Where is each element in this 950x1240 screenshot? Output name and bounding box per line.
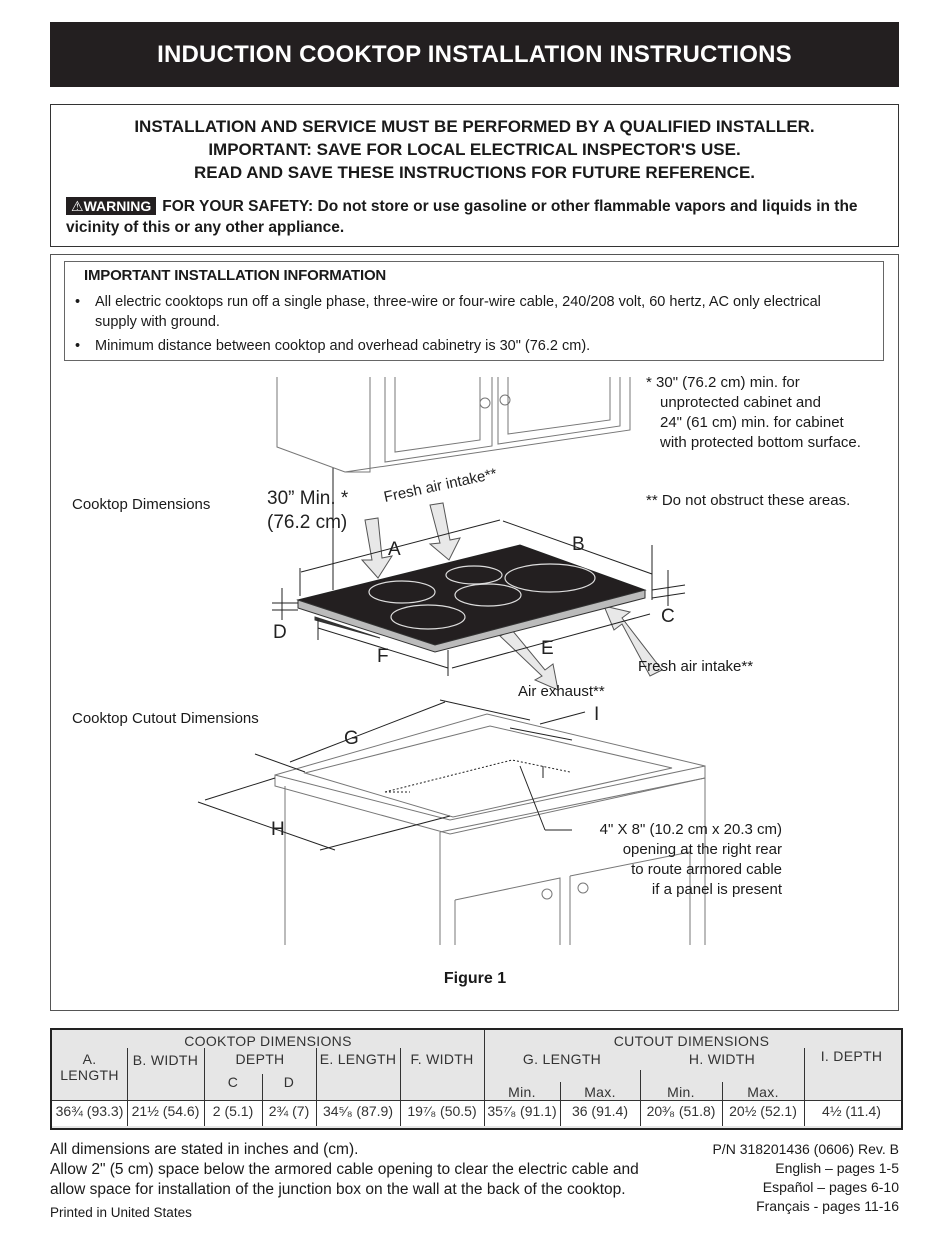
dimension-h-label: H xyxy=(271,819,285,840)
overhead-cabinet-drawing xyxy=(277,377,630,472)
star-note-line: unprotected cabinet and xyxy=(660,394,821,411)
dimension-b-label: B xyxy=(572,534,585,555)
dimension-i-label: I xyxy=(594,704,600,725)
clearance-label-inches: 30” Min. * xyxy=(267,488,349,509)
language-french-pages: Français - pages 11-16 xyxy=(756,1198,899,1214)
footer-clearance-note: Allow 2" (5 cm) space below the armored cable opening to clear the electric cable and allow space for installation of the junction box on the wall at the back of the cooktop. xyxy=(50,1161,639,1198)
value-i: 4½ (11.4) xyxy=(822,1103,881,1119)
dimension-c-label: C xyxy=(661,606,675,627)
clearance-label-cm: (76.2 cm) xyxy=(267,512,348,533)
dimension-f-label: F xyxy=(377,646,389,667)
column-header-g-min: Min. xyxy=(508,1084,536,1100)
dimension-g-label: G xyxy=(344,728,359,749)
column-header-f: F. WIDTH xyxy=(410,1051,474,1067)
dimension-i-line xyxy=(540,712,585,724)
column-header-a: A. LENGTH xyxy=(60,1051,119,1083)
info-heading: IMPORTANT INSTALLATION INFORMATION xyxy=(84,267,387,284)
cable-opening-note-line: opening at the right rear xyxy=(622,841,782,858)
safety-line-installer: INSTALLATION AND SERVICE MUST BE PERFORMED BY A QUALIFIED INSTALLER. xyxy=(134,117,815,136)
warning-badge-label: WARNING xyxy=(83,198,152,214)
column-header-g: G. LENGTH xyxy=(522,1051,602,1067)
value-b: 21½ (54.6) xyxy=(131,1103,200,1119)
column-header-e: E. LENGTH xyxy=(319,1051,397,1067)
value-a: 36¾ (93.3) xyxy=(55,1103,124,1119)
cable-opening-note-line: if a panel is present xyxy=(651,881,782,898)
opening-leader-line xyxy=(520,766,545,830)
footer-units-note: All dimensions are stated in inches and (cm). xyxy=(50,1141,359,1158)
column-header-b: B. WIDTH xyxy=(132,1052,199,1068)
fresh-air-intake-top-label: Fresh air intake** xyxy=(382,465,499,506)
value-f: 19⁷⁄₈ (50.5) xyxy=(407,1103,477,1119)
column-header-d: D xyxy=(283,1074,295,1090)
value-g-max: 36 (91.4) xyxy=(571,1103,629,1119)
column-header-g-max: Max. xyxy=(584,1084,616,1100)
footer-notes xyxy=(50,1140,670,1200)
safety-line-save: READ AND SAVE THESE INSTRUCTIONS FOR FUTURE REFERENCE. xyxy=(193,163,756,182)
cooktop-drawing xyxy=(298,545,645,652)
bullet-dot-icon: • xyxy=(75,338,81,354)
air-exhaust-label: Air exhaust** xyxy=(518,683,605,700)
cutout-dimensions-label: Cooktop Cutout Dimensions xyxy=(72,710,259,727)
dimension-d-label: D xyxy=(273,622,287,643)
value-h-min: 20³⁄₈ (51.8) xyxy=(646,1103,716,1119)
value-c: 2 (5.1) xyxy=(212,1103,254,1119)
cable-opening-note-line: to route armored cable xyxy=(631,861,782,878)
cable-opening-note xyxy=(560,820,782,900)
dimensions-table xyxy=(50,1028,903,1130)
cooktop-dimensions-label: Cooktop Dimensions xyxy=(72,496,211,513)
warning-triangle-icon: ⚠ xyxy=(71,198,84,214)
column-header-c: C xyxy=(227,1074,239,1090)
star-note-line: with protected bottom surface. xyxy=(660,434,861,451)
info-bullet-text: Minimum distance between cooktop and overhead cabinetry is 30" (76.2 cm). xyxy=(95,338,591,354)
value-d: 2¾ (7) xyxy=(268,1103,310,1119)
value-e: 34⁵⁄₈ (87.9) xyxy=(323,1103,393,1119)
dimension-h-line xyxy=(198,802,335,850)
dimension-e-label: E xyxy=(541,638,554,659)
column-header-h-max: Max. xyxy=(747,1084,779,1100)
bullet-dot-icon: • xyxy=(75,294,81,310)
warning-text: FOR YOUR SAFETY: Do not store or use gasoline or other flammable vapors and liquids in the vicinity of this or any other appliance. xyxy=(66,198,858,236)
star-note-line: 24" (61 cm) min. for cabinet xyxy=(660,414,844,431)
value-g-min: 35⁷⁄₈ (91.1) xyxy=(487,1103,557,1119)
cooktop-dimensions-group-header: COOKTOP DIMENSIONS xyxy=(184,1033,352,1049)
part-number: P/N 318201436 (0606) Rev. B xyxy=(712,1141,899,1157)
star-note xyxy=(646,373,861,453)
printed-in-label: Printed in United States xyxy=(50,1205,192,1220)
cutout-dimensions-group-header: CUTOUT DIMENSIONS xyxy=(613,1033,770,1049)
cable-opening-drawing xyxy=(385,760,570,792)
column-header-depth: DEPTH xyxy=(235,1051,285,1067)
value-h-max: 20½ (52.1) xyxy=(729,1103,797,1119)
cable-opening-note-line: 4" X 8" (10.2 cm x 20.3 cm) xyxy=(599,821,782,838)
star-note-line: * 30" (76.2 cm) min. for xyxy=(646,374,800,391)
column-header-h-min: Min. xyxy=(667,1084,695,1100)
language-english-pages: English – pages 1-5 xyxy=(775,1160,899,1176)
footer-document-info xyxy=(640,1140,899,1216)
language-spanish-pages: Español – pages 6-10 xyxy=(762,1179,899,1195)
fresh-air-intake-right-label: Fresh air intake** xyxy=(638,658,754,675)
dimension-a-label: A xyxy=(388,539,401,560)
double-star-note: ** Do not obstruct these areas. xyxy=(646,492,851,509)
info-bullet-text: All electric cooktops run off a single phase, three-wire or four-wire cable, 240/208 volt, 60 hertz, AC only electrical supply with ground. xyxy=(95,294,821,330)
figure-caption: Figure 1 xyxy=(443,970,507,987)
column-header-h: H. WIDTH xyxy=(688,1051,756,1067)
dimension-g-line xyxy=(290,702,445,762)
page-title-text: INDUCTION COOKTOP INSTALLATION INSTRUCTIONS xyxy=(157,40,792,68)
safety-line-inspector: IMPORTANT: SAVE FOR LOCAL ELECTRICAL INSPECTOR'S USE. xyxy=(208,140,741,159)
column-header-i: I. DEPTH xyxy=(820,1048,883,1064)
